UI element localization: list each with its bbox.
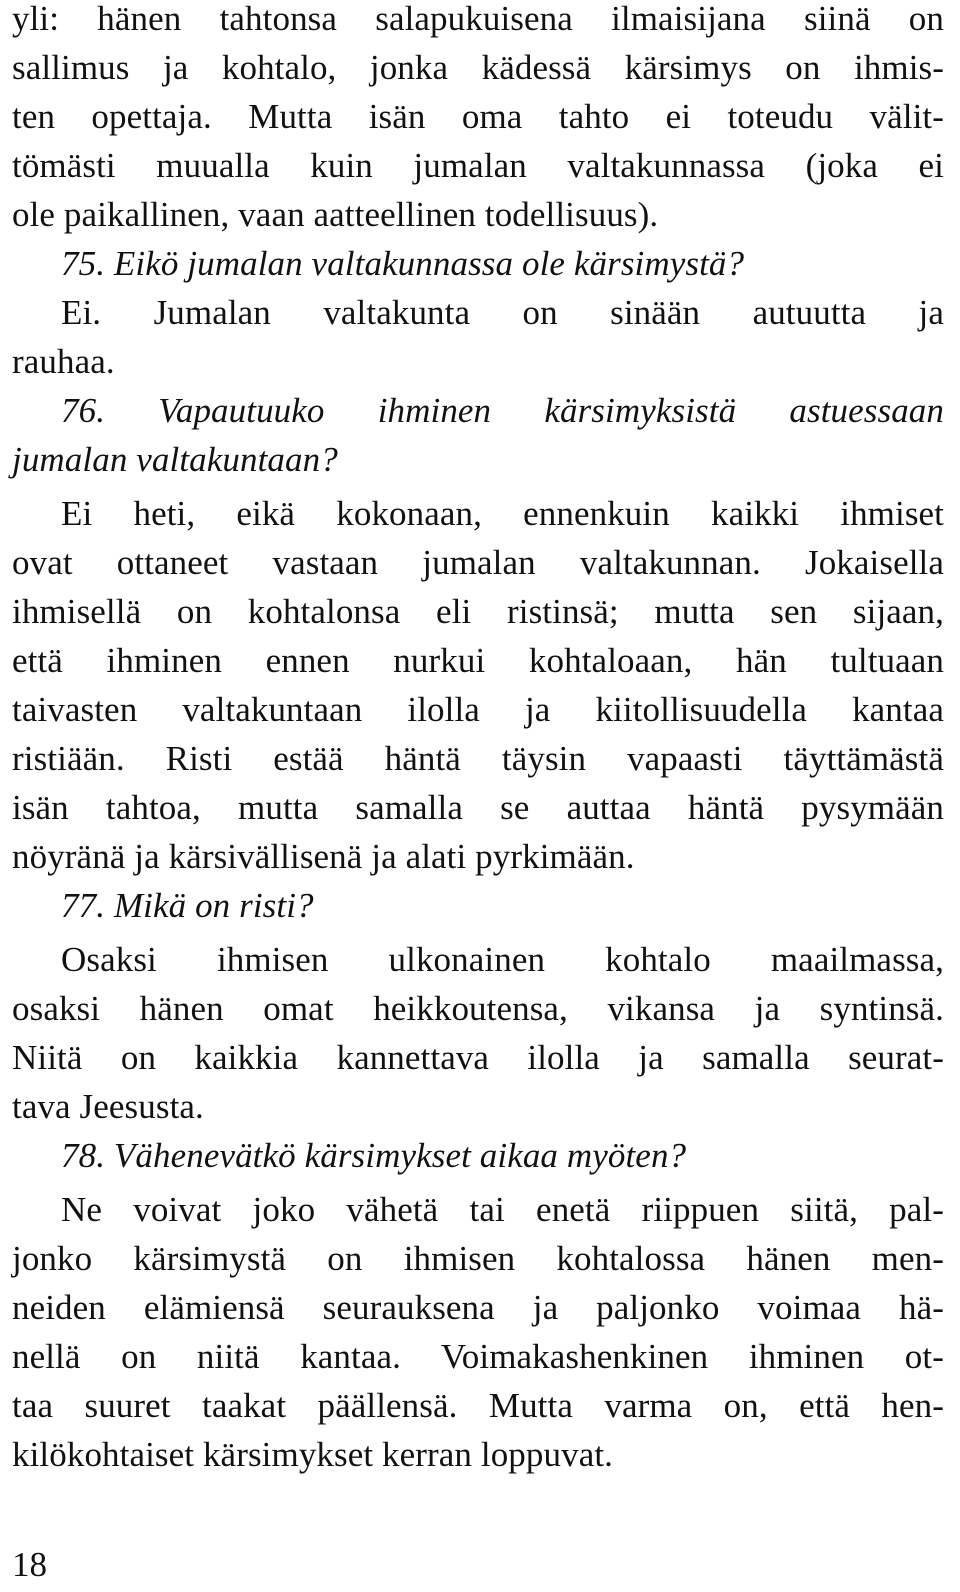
question-75: 75. Eikö jumalan valtakunnassa ole kärsimystä? [61, 244, 745, 283]
answer-76-line-7: isän tahtoa, mutta samalla se auttaa häntä pysymään [12, 788, 944, 827]
answer-75-line-1: Ei. Jumalan valtakunta on sinään autuutta ja [61, 293, 944, 332]
question-76-line-2: jumalan valtakuntaan? [12, 440, 338, 479]
answer-77-line-4: tava Jeesusta. [12, 1087, 204, 1126]
answer-75-line-2: rauhaa. [12, 342, 115, 381]
answer-78-line-3: neiden elämiensä seurauksena ja paljonko voimaa hä- [12, 1288, 944, 1327]
answer-76-line-2: ovat ottaneet vastaan jumalan valtakunnan. Jokaisella [12, 543, 944, 582]
answer-78-line-2: jonko kärsimystä on ihmisen kohtalossa hänen men- [12, 1239, 944, 1278]
answer-76-line-8: nöyränä ja kärsivällisenä ja alati pyrkimään. [12, 837, 635, 876]
question-76-line-1: 76. Vapautuuko ihminen kärsimyksistä astuessaan [61, 391, 944, 430]
answer-78-line-1: Ne voivat joko vähetä tai enetä riippuen siitä, pal- [61, 1190, 944, 1229]
question-77: 77. Mikä on risti? [61, 886, 314, 925]
question-78: 78. Vähenevätkö kärsimykset aikaa myöten? [61, 1136, 687, 1175]
answer-78-line-5: taa suuret taakat päällensä. Mutta varma on, että hen- [12, 1386, 944, 1425]
text-line-2: sallimus ja kohtalo, jonka kädessä kärsimys on ihmis- [12, 48, 944, 87]
answer-76-line-1: Ei heti, eikä kokonaan, ennenkuin kaikki ihmiset [61, 494, 944, 533]
answer-77-line-2: osaksi hänen omat heikkoutensa, vikansa ja syntinsä. [12, 989, 944, 1028]
answer-78-line-4: nellä on niitä kantaa. Voimakashenkinen ihminen ot- [12, 1337, 944, 1376]
answer-76-line-5: taivasten valtakuntaan ilolla ja kiitollisuudella kantaa [12, 690, 944, 729]
answer-76-line-6: ristiään. Risti estää häntä täysin vapaasti täyttämästä [12, 739, 944, 778]
answer-77-line-3: Niitä on kaikkia kannettava ilolla ja samalla seurat- [12, 1038, 944, 1077]
text-line-4: tömästi muualla kuin jumalan valtakunnassa (joka ei [12, 146, 944, 185]
answer-76-line-4: että ihminen ennen nurkui kohtaloaan, hän tultuaan [12, 641, 944, 680]
answer-77-line-1: Osaksi ihmisen ulkonainen kohtalo maailmassa, [61, 940, 944, 979]
answer-76-line-3: ihmisellä on kohtalonsa eli ristinsä; mutta sen sijaan, [12, 592, 944, 631]
text-line-3: ten opettaja. Mutta isän oma tahto ei toteudu välit- [12, 97, 944, 136]
answer-78-line-6: kilökohtaiset kärsimykset kerran loppuvat. [12, 1435, 614, 1474]
text-line-5: ole paikallinen, vaan aatteellinen todellisuus). [12, 195, 659, 234]
text-line-1: yli: hänen tahtonsa salapukuisena ilmaisijana siinä on [12, 0, 944, 38]
page-number: 18 [12, 1545, 47, 1584]
